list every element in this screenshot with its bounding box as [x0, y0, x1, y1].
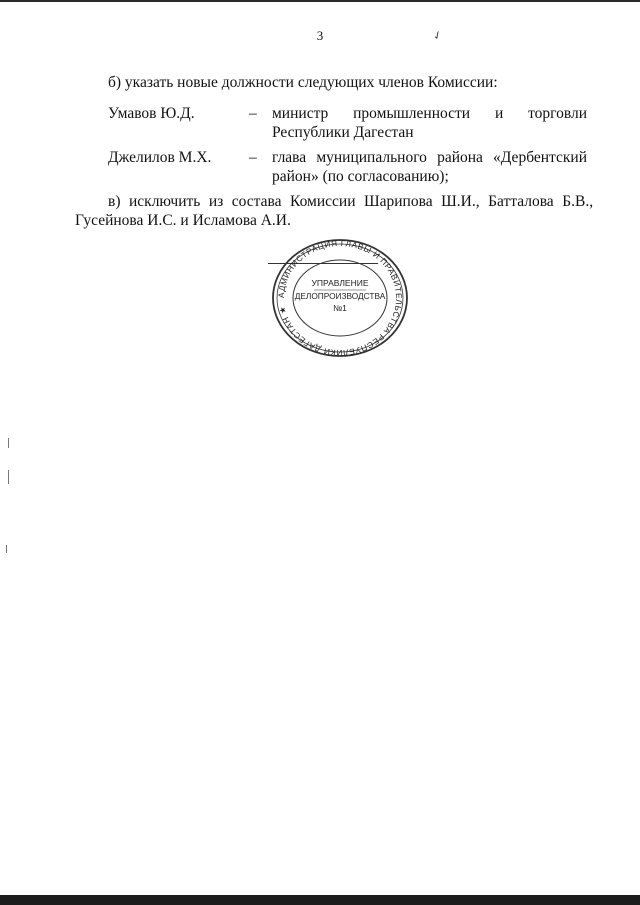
item-c-line1: в) исключить из состава Комиссии Шарипова Ш.И., Батталова Б.В.,	[108, 193, 594, 210]
pen-mark: ✓	[431, 28, 445, 44]
member-2-name: Джелилов М.Х.	[108, 149, 212, 166]
stamp-inner-line2: ДЕЛОПРОИЗВОДСТВА	[294, 291, 386, 301]
member-1-dash: –	[249, 105, 257, 122]
official-stamp	[270, 238, 410, 358]
member-1-name: Умавов Ю.Д.	[108, 105, 195, 122]
member-1-title-line1: министр промышленности и торговли	[272, 105, 588, 122]
scan-speck	[8, 470, 9, 484]
stamp-inner-line1: УПРАВЛЕНИЕ	[311, 278, 369, 288]
page-number: 3	[316, 28, 324, 43]
item-b-intro: б) указать новые должности следующих членов Комиссии:	[108, 74, 498, 91]
scan-speck	[8, 438, 9, 448]
member-2-title-line2: район» (по согласованию);	[272, 168, 449, 185]
member-2-dash: –	[249, 149, 257, 166]
scan-bottom-edge	[0, 895, 640, 905]
scan-speck	[6, 545, 7, 553]
member-1-title-line2: Республики Дагестан	[272, 124, 414, 141]
member-2-title-line1: глава муниципального района «Дербентский	[272, 149, 588, 166]
stamp-inner-line3: №1	[333, 303, 347, 313]
item-c-line2: Гусейнова И.С. и Исламова А.И.	[75, 212, 291, 229]
scan-top-edge	[0, 0, 640, 2]
stamp-outer-text: АДМИНИСТРАЦИЯ ГЛАВЫ И ПРАВИТЕЛЬСТВА РЕСПУБЛИКИ ДАГЕСТАН ★	[276, 238, 404, 358]
